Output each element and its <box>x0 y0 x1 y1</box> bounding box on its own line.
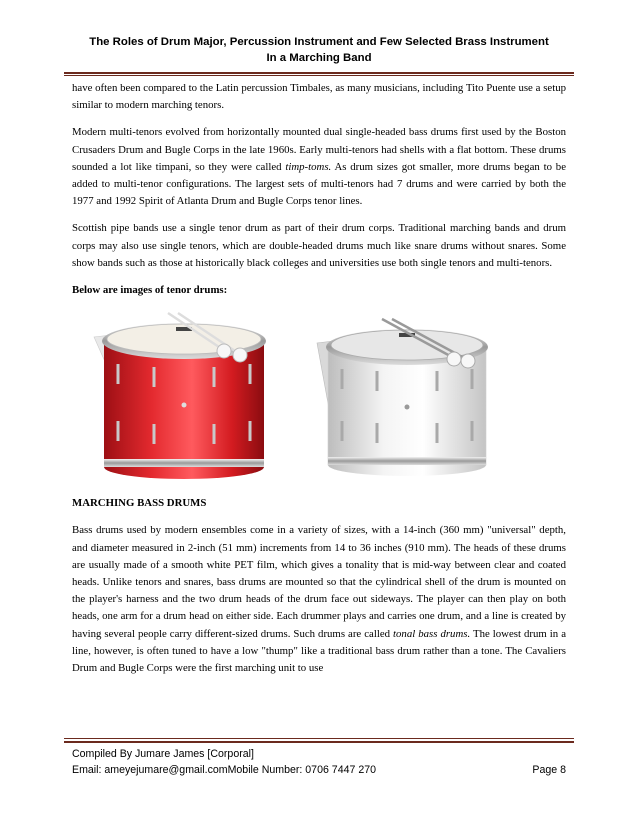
page-number: Page 8 <box>532 764 566 776</box>
white-drum-bottom-hoop <box>328 457 486 465</box>
page-footer <box>72 746 566 778</box>
red-drum-bottom-hoop <box>104 459 264 467</box>
tenor-drums-image <box>72 309 566 485</box>
paragraph-timbales: have often been compared to the Latin percussion Timbales, as many musicians, including Tito Puente use a setup similar to modern marching tenors. <box>72 82 566 112</box>
footer-rule-thin <box>64 738 574 739</box>
paragraph-bass-drums <box>72 522 566 677</box>
header-title-line1: The Roles of Drum Major, Percussion Instrument and Few Selected Brass Instrument <box>89 36 549 48</box>
header-rule-thin <box>64 75 574 76</box>
paragraph-multi-tenors-text-a: Modern multi-tenors evolved from horizontally mounted dual single-headed bass drums first used by the Boston Crusaders Drum and Bugle Corps in the late 1960s. Early multi-tenors had shells with a flat bottom. These drums sounded a lot like timpani, so they were called <box>72 126 566 173</box>
section-heading-marching-bass-drums: MARCHING BASS DRUMS <box>72 497 207 510</box>
paragraph-bass-drums-text-b: The lowest drum in a line, however, is often tuned to have a low "thump" like a traditional bass drum rather than a tone. The Cavaliers Drum and Bugle Corps were the first marching unit to use <box>72 627 566 675</box>
paragraph-multi-tenors <box>72 124 566 210</box>
page-header <box>70 34 568 66</box>
images-caption: Below are images of tenor drums: <box>72 284 228 297</box>
term-timp-toms: timp-toms. <box>285 160 332 173</box>
footer-rule <box>64 741 574 743</box>
tenor-drums-illustration <box>72 309 566 485</box>
footer-email-mobile: Email: ameyejumare@gmail.comMobile Number: 0706 7447 270 <box>72 764 376 776</box>
paragraph-multi-tenors-text-b: As drum sizes got smaller, more drums began to be added to multi-tenor configurations. The largest sets of multi-tenors had 7 drums and were carried by both the 1977 and 1992 Spirit of Atlanta Drum and Bugle Corps tenor lines. <box>72 160 566 208</box>
red-tenor-drum <box>94 313 266 479</box>
white-drum-vent <box>405 405 410 410</box>
page-body <box>72 80 566 687</box>
footer-contact-row <box>72 762 566 778</box>
white-tenor-drum <box>317 319 488 476</box>
paragraph-scottish-pipe-bands: Scottish pipe bands use a single tenor drum as part of their drum corps. Traditional marching bands and drum corps may also use single tenors, which are double-headed drums much like snare drums without snares. Some show bands such as those at historically black colleges and universities use both single tenors and multi-tenors. <box>72 222 566 269</box>
header-rule <box>64 72 574 74</box>
red-drum-vent <box>182 403 187 408</box>
footer-compiled-by: Compiled By Jumare James [Corporal] <box>72 748 254 760</box>
term-tonal-bass-drums: tonal bass drums. <box>393 627 471 640</box>
paragraph-bass-drums-text-a: Bass drums used by modern ensembles come in a variety of sizes, with a 14-inch (360 mm) "universal" depth, and diameter measured in 2-inch (51 mm) increments from 14 to 36 inches (910 mm). The heads of these drums are usually made of a smooth white PET film, which gives a tonality that is mid-way between clear and coated heads. Unlike tenors and snares, bass drums are mounted so that the cylindrical shell of the drum is mounted on the player's harness and the two drum heads of the drum face out sideways. The player can then play on both heads, one arm for a drum head on either side. Each drummer plays and carries one drum, and a line is created by having several people carry different-sized drums. Such drums are called <box>72 524 566 640</box>
header-title-line2: In a Marching Band <box>266 52 372 64</box>
